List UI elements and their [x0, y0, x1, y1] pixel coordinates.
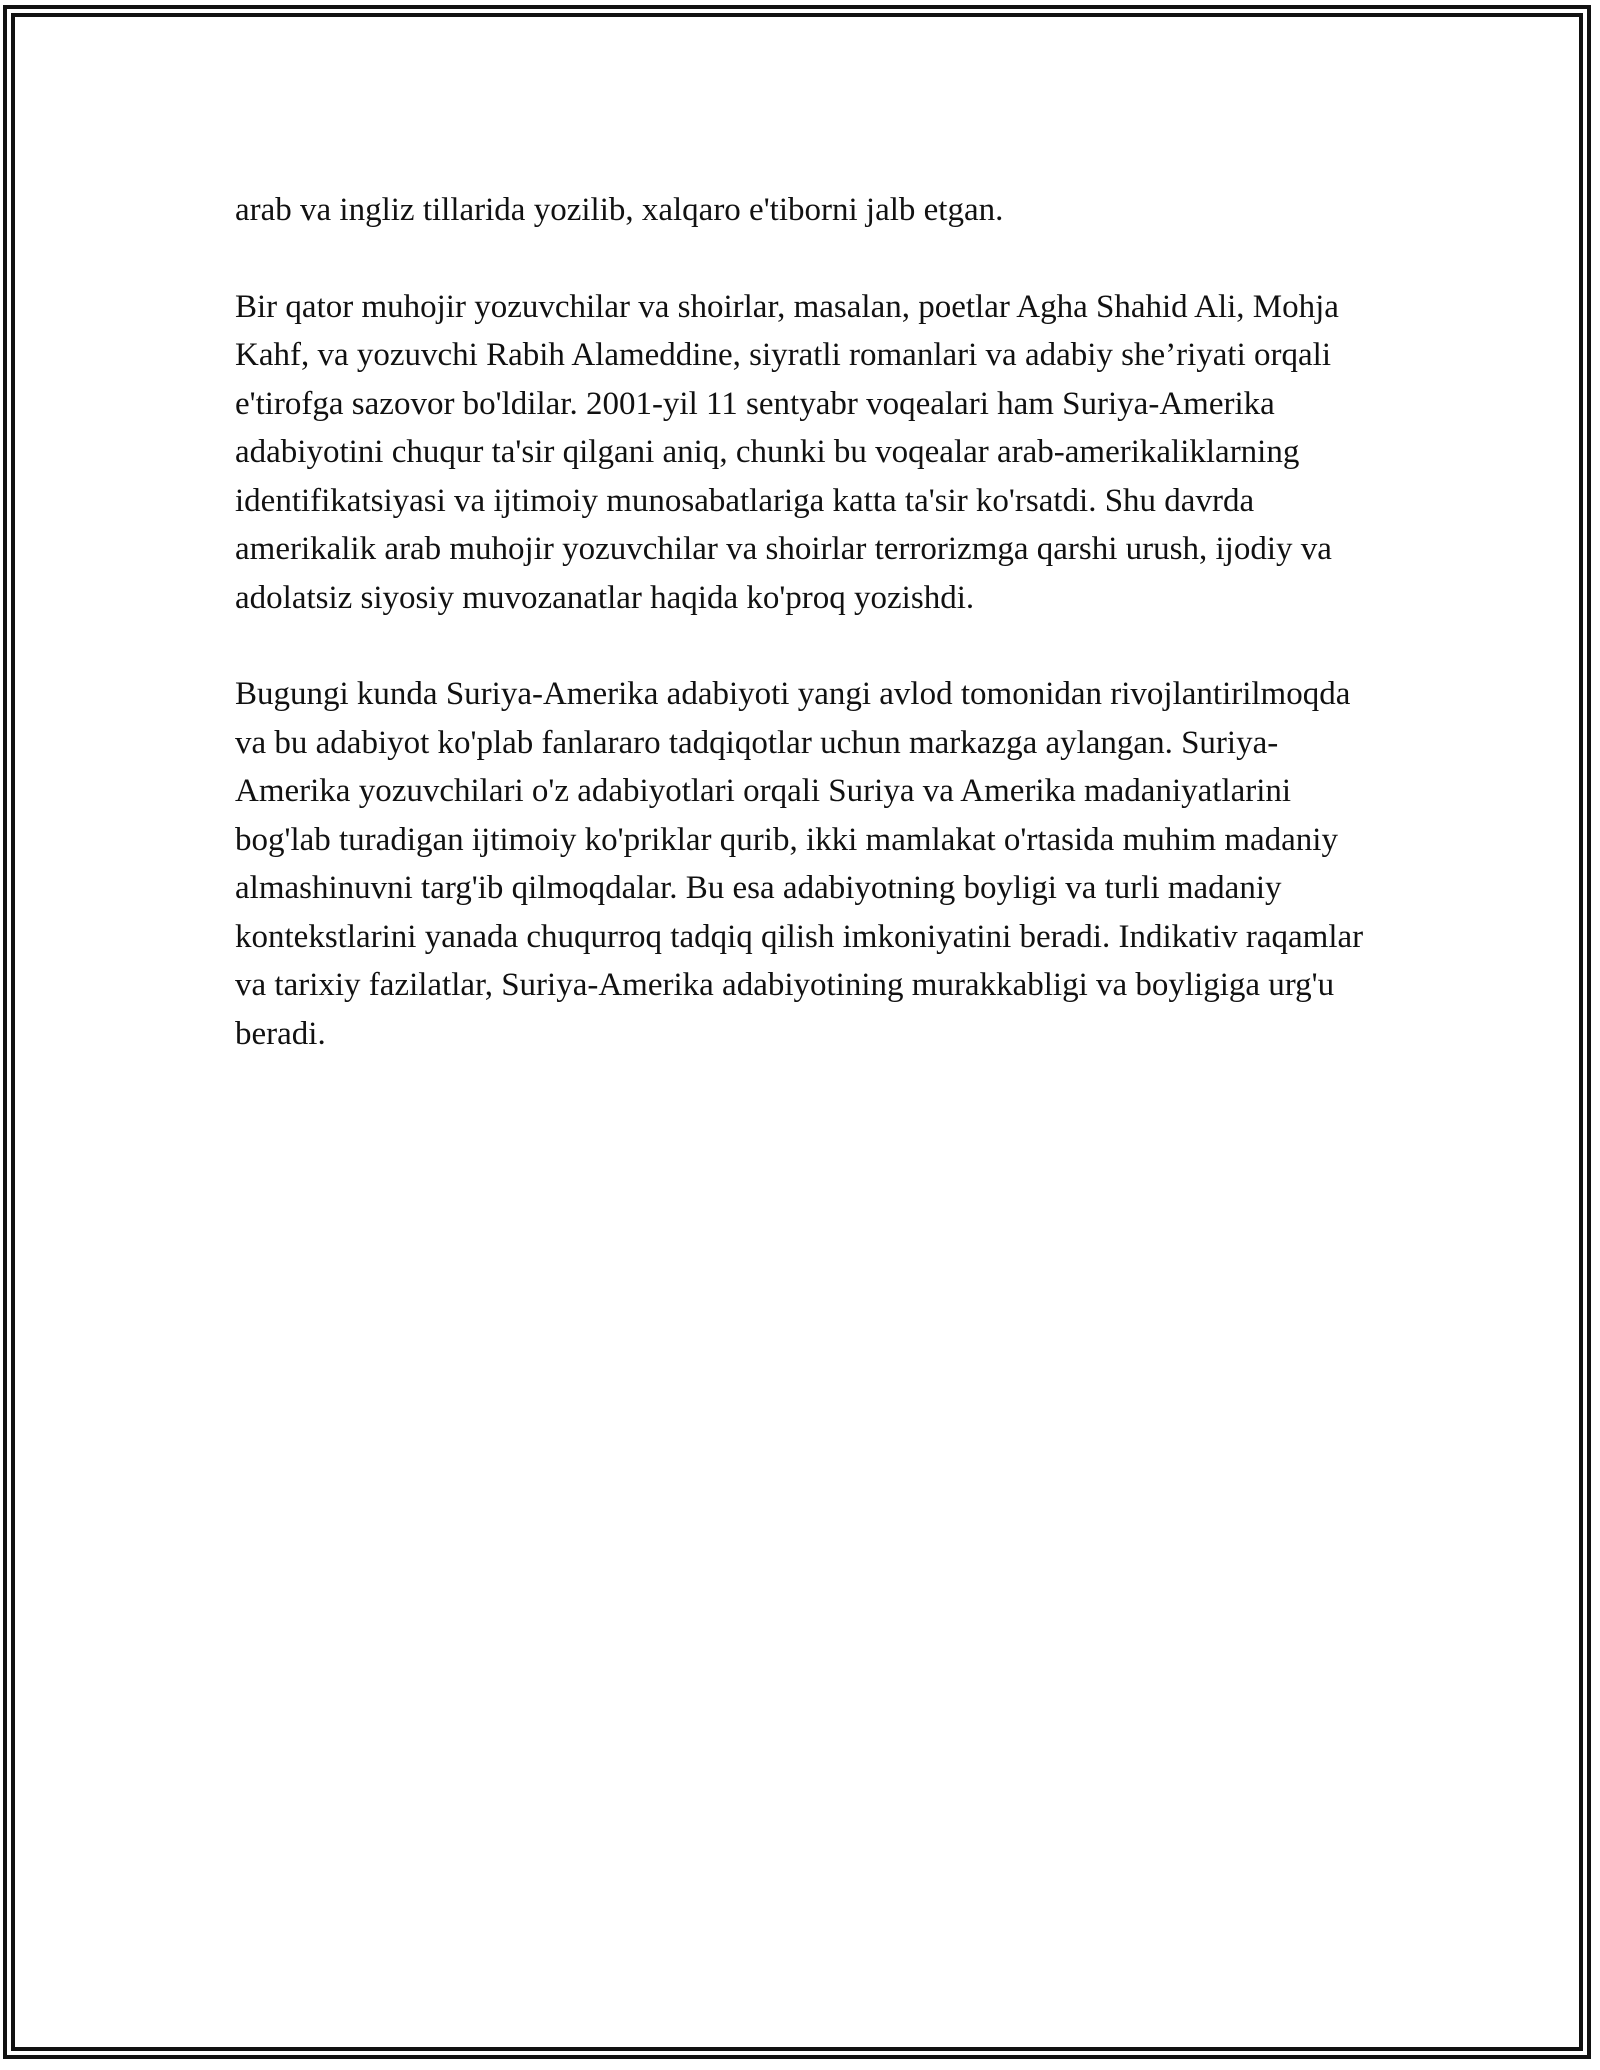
paragraph-2: Bir qator muhojir yozuvchilar va shoirlar, masalan, poetlar Agha Shahid Ali, Mohja Kahf, va yozuvchi Rabih Alameddine, siyratli romanlari va adabiy she’riyati orqali e'tirofga sazovor bo'ldilar. 2001-yil 11 sentyabr voqealari ham Suriya-Amerika adabiyotini chuqur ta'sir qilgani aniq, chunki bu voqealar arab-amerikaliklarning identifikatsiyasi va ijtimoiy munosabatlariga katta ta'sir ko'rsatdi. Shu davrda amerikalik arab muhojir yozuvchilar va shoirlar terrorizmga qarshi urush, ijodiy va adolatsiz siyosiy muvozanatlar haqida ko'proq yozishdi.	[235, 288, 1339, 616]
document-body	[235, 186, 1365, 1106]
paragraph-1: arab va ingliz tillarida yozilib, xalqaro e'tiborni jalb etgan.	[235, 192, 1004, 228]
paragraph-3: Bugungi kunda Suriya-Amerika adabiyoti yangi avlod tomonidan rivojlantirilmoqda va bu adabiyot ko'plab fanlararo tadqiqotlar uchun markazga aylangan. Suriya-Amerika yozuvchilari o'z adabiyotlari orqali Suriya va Amerika madaniyatlarini bog'lab turadigan ijtimoiy ko'priklar qurib, ikki mamlakat o'rtasida muhim madaniy almashinuvni targ'ib qilmoqdalar. Bu esa adabiyotning boyligi va turli madaniy kontekstlarini yanada chuqurroq tadqiq qilish imkoniyatini beradi. Indikativ raqamlar va tarixiy fazilatlar, Suriya-Amerika adabiyotining murakkabligi va boyligiga urg'u beradi.	[235, 676, 1364, 1052]
